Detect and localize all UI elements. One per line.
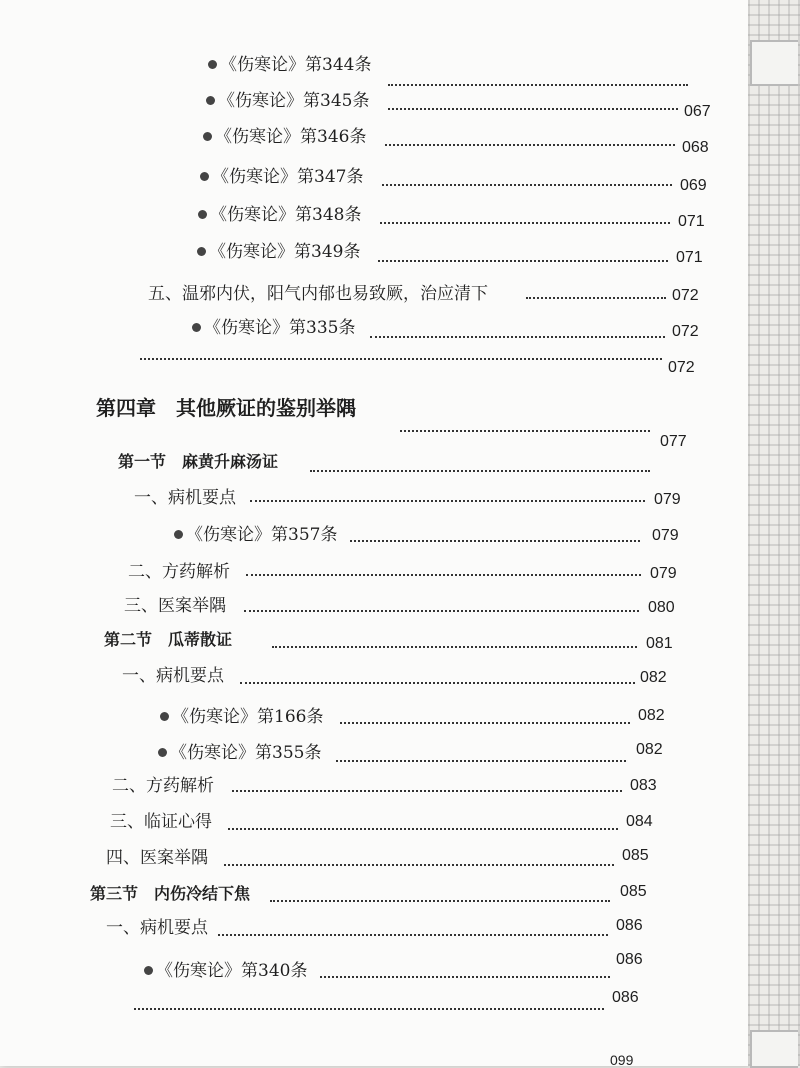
toc-page-number: 085 <box>622 847 649 864</box>
toc-entry-label: 《伤寒论》第335条 <box>204 318 356 338</box>
bullet-icon <box>160 712 169 721</box>
toc-entry-label: 《伤寒论》第355条 <box>170 743 322 763</box>
leader-dots <box>228 828 618 830</box>
leader-dots <box>388 84 688 86</box>
leader-dots <box>224 864 614 866</box>
bullet-icon <box>197 247 206 256</box>
leader-dots <box>310 470 650 472</box>
toc-page-number: 077 <box>660 433 687 450</box>
leader-dots <box>218 934 608 936</box>
toc-page-number: 082 <box>640 669 667 686</box>
toc-entry-label: 《伤寒论》第166条 <box>172 707 324 727</box>
leader-dots <box>134 1008 604 1010</box>
bullet-icon <box>144 966 153 975</box>
toc-page-number: 086 <box>616 917 643 934</box>
toc-page-number: 068 <box>682 139 709 156</box>
leader-dots <box>250 500 645 502</box>
toc-entry-label: 一、病机要点 <box>122 666 224 686</box>
leader-dots <box>370 336 665 338</box>
section-heading: 第一节 麻黄升麻汤证 <box>118 452 279 471</box>
toc-page-number: 072 <box>668 359 695 376</box>
toc-entry-label: 《伤寒论》第345条 <box>218 91 370 111</box>
toc-entry-label: 二、方药解析 <box>112 776 214 796</box>
toc-page-number: 086 <box>616 951 643 968</box>
leader-dots <box>232 790 622 792</box>
footer-page-number: 099 <box>610 1052 634 1068</box>
corner-frame <box>750 1030 798 1068</box>
toc-page-number: 081 <box>646 635 673 652</box>
leader-dots <box>380 222 670 224</box>
toc-entry-label: 《伤寒论》第349条 <box>209 242 361 262</box>
bullet-icon <box>203 132 212 141</box>
leader-dots <box>400 430 650 432</box>
bullet-icon <box>206 96 215 105</box>
toc-page-number: 082 <box>638 707 665 724</box>
leader-dots <box>526 297 666 299</box>
leader-dots <box>272 646 637 648</box>
toc-page-number: 079 <box>652 527 679 544</box>
bullet-icon <box>200 172 209 181</box>
corner-frame <box>750 40 798 86</box>
bullet-icon <box>208 60 217 69</box>
bullet-icon <box>158 748 167 757</box>
toc-page-number: 084 <box>626 813 653 830</box>
toc-page-number: 085 <box>620 883 647 900</box>
toc-page-number: 080 <box>648 599 675 616</box>
toc-entry-label: 一、病机要点 <box>134 488 236 508</box>
toc-entry-label: 《伤寒论》第346条 <box>215 127 367 147</box>
toc-page-number: 072 <box>672 287 699 304</box>
leader-dots <box>382 184 672 186</box>
toc-page-number: 069 <box>680 177 707 194</box>
toc-entry-label: 五、温邪内伏，阳气内郁也易致厥，治应清下 <box>148 284 488 304</box>
leader-dots <box>340 722 630 724</box>
leader-dots <box>388 108 678 110</box>
toc-page-number: 071 <box>676 249 703 266</box>
leader-dots <box>240 682 635 684</box>
leader-dots <box>378 260 668 262</box>
toc-page-number: 072 <box>672 323 699 340</box>
leader-dots <box>320 976 610 978</box>
leader-dots <box>336 760 626 762</box>
toc-page-number: 082 <box>636 741 663 758</box>
toc-entry-label: 《伤寒论》第348条 <box>210 205 362 225</box>
toc-page-number: 086 <box>612 989 639 1006</box>
toc-page-number: 079 <box>650 565 677 582</box>
toc-page-number: 067 <box>684 103 711 120</box>
section-heading: 第二节 瓜蒂散证 <box>104 630 233 649</box>
bullet-icon <box>198 210 207 219</box>
toc-entry-label: 《伤寒论》第340条 <box>156 961 308 981</box>
leader-dots <box>140 358 662 360</box>
decorative-border <box>748 0 800 1066</box>
toc-page-number: 079 <box>654 491 681 508</box>
leader-dots <box>246 574 641 576</box>
section-heading: 第三节 内伤冷结下焦 <box>90 884 251 903</box>
leader-dots <box>270 900 610 902</box>
toc-entry-label: 《伤寒论》第344条 <box>220 55 372 75</box>
toc-entry-label: 三、临证心得 <box>110 812 212 832</box>
toc-entry-label: 《伤寒论》第357条 <box>186 525 338 545</box>
leader-dots <box>244 610 639 612</box>
chapter-heading: 第四章 其他厥证的鉴别举隅 <box>96 396 356 420</box>
toc-entry-label: 三、医案举隅 <box>124 596 226 616</box>
leader-dots <box>385 144 675 146</box>
leader-dots <box>350 540 640 542</box>
toc-page-number: 071 <box>678 213 705 230</box>
bullet-icon <box>192 323 201 332</box>
toc-entry-label: 二、方药解析 <box>128 562 230 582</box>
bullet-icon <box>174 530 183 539</box>
toc-entry-label: 四、医案举隅 <box>106 848 208 868</box>
toc-entry-label: 一、病机要点 <box>106 918 208 938</box>
toc-page-number: 083 <box>630 777 657 794</box>
toc-entry-label: 《伤寒论》第347条 <box>212 167 364 187</box>
